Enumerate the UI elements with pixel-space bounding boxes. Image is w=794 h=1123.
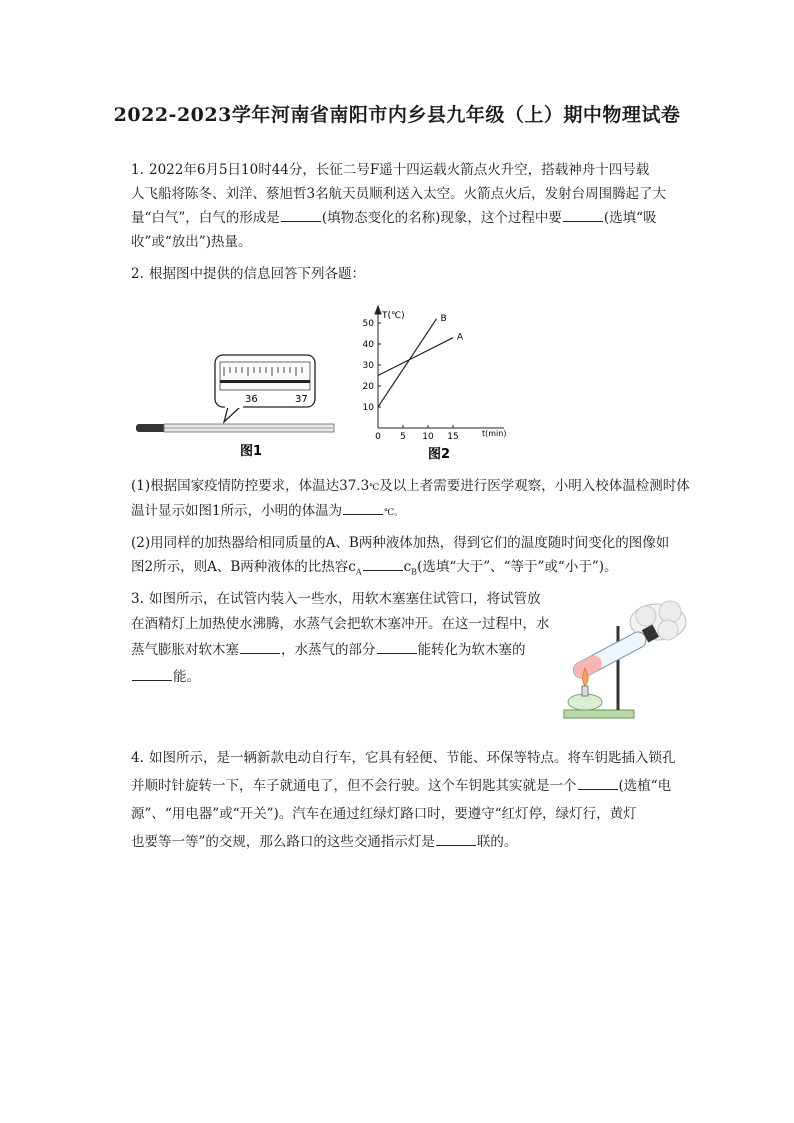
q2-p2-text-c: c	[403, 559, 412, 575]
q3-text-4: 能。	[173, 669, 200, 685]
q1-number: 1.	[131, 162, 144, 178]
q3-text-1: 如图所示，在试管内装入一些水，用软木塞塞住试管口，将试管放	[149, 591, 541, 607]
q1-blank-2[interactable]	[563, 208, 603, 222]
chart-xlabel: t(min)	[482, 429, 507, 438]
q4-line-3	[131, 804, 637, 824]
q2-p1-text-c: 温计显示如图1所示，小明的体温为	[131, 503, 343, 519]
y-tick-label: 40	[362, 340, 374, 350]
q3-text-2: 在酒精灯上加热使水沸腾，水蒸气会把软木塞冲开。在这一过程中，水	[131, 616, 550, 632]
q2-number: 2.	[131, 266, 144, 282]
q2-p1-text-d: ℃。	[384, 508, 404, 518]
q1-line-1	[131, 160, 649, 180]
q1-line-2	[131, 184, 666, 204]
q3-text-3a: 蒸气膨胀对软木塞	[131, 642, 239, 658]
q2-subscript-b: B	[411, 567, 418, 577]
x-tick-label: 15	[447, 432, 459, 442]
q3-line-3	[131, 640, 526, 660]
q3-text-3c: 能转化为软木塞的	[417, 642, 526, 658]
q4-text-3: 源”、“用电器”或“开关”)。汽车在通过红绿灯路口时，要遵守“红灯停，绿灯行，黄灯	[131, 806, 637, 822]
q1-text-4: 收”或“放出”)热量。	[131, 234, 252, 250]
q3-blank-1[interactable]	[240, 640, 280, 654]
q3-blank-2[interactable]	[377, 640, 417, 654]
thermometer-figure	[128, 350, 338, 465]
q2-p2-text-d: (选填“大于”、“等于”或“小于”)。	[417, 559, 618, 575]
q2-subscript-a: A	[355, 567, 362, 577]
q4-text-1: 如图所示，是一辆新款电动自行车，它具有轻便、节能、环保等特点。将车钥匙插入锁孔	[149, 750, 676, 766]
q2-part2-line-2	[131, 557, 618, 583]
q3-line-4	[131, 667, 200, 687]
q4-line-2	[131, 776, 671, 796]
q4-text-2b: (选植“电	[618, 778, 672, 794]
q2-intro: 根据图中提供的信息回答下列各题：	[149, 266, 365, 282]
page-title: 2022-2023学年河南省南阳市内乡县九年级（上）期中物理试卷	[113, 104, 681, 126]
figure-2-caption: 图2	[428, 447, 451, 460]
y-tick-label: 10	[362, 403, 374, 413]
q1-blank-1[interactable]	[281, 208, 321, 222]
q2-blank-1[interactable]	[343, 501, 383, 515]
q4-line-4	[131, 832, 517, 852]
q4-text-4b: 联的。	[476, 834, 518, 850]
q2-p1-value: 37.3	[339, 478, 370, 494]
series-label-a: A	[457, 332, 464, 343]
q4-text-2a: 并顺时针旋转一下，车子就通电了，但不会行驶。这个车钥匙其实就是一个	[131, 778, 577, 794]
q1-text-3c: (选填“吸	[603, 210, 657, 226]
q1-line-4	[131, 232, 251, 252]
q2-p2-text-a: (2)用同样的加热器给相同质量的A、B两种液体加热，得到它们的温度随时间变化的图像如	[131, 535, 670, 551]
q2-part1-line-2	[131, 501, 403, 523]
q1-line-3	[131, 208, 657, 228]
q2-p1-text-b: 及以上者需要进行医学观察，小明入校体温检测时体	[379, 478, 690, 494]
x-tick-label: 5	[400, 432, 406, 442]
series-label-b: B	[440, 313, 447, 324]
thermo-label-36: 36	[245, 394, 258, 405]
q3-blank-3[interactable]	[132, 667, 172, 681]
q2-p2-text-b: 图2所示，则A、B两种液体的比热容c	[131, 559, 356, 575]
q2-part2-line-1	[131, 533, 669, 553]
q4-line-1	[131, 748, 676, 768]
y-tick-label: 50	[362, 319, 374, 329]
y-tick-label: 20	[362, 382, 374, 392]
q2-p1-unit: ℃	[369, 483, 380, 493]
q4-text-4a: 也要等一等”的交规，那么路口的这些交通指示灯是	[131, 834, 435, 850]
q1-text-1: 2022年6月5日10时44分，长征二号F遥十四运载火箭点火升空，搭载神舟十四号载	[149, 162, 650, 178]
q1-text-3a: 量“白气”，白气的形成是	[131, 210, 280, 226]
q1-text-2: 人飞船将陈冬、刘洋、蔡旭哲3名航天员顺利送入太空。火箭点火后，发射台周围腾起了大	[131, 186, 667, 202]
q2-part1-line-1	[131, 476, 690, 498]
figure-1-caption: 图1	[240, 444, 263, 459]
q4-number: 4.	[131, 750, 144, 766]
q1-text-3b: (填物态变化的名称)现象，这个过程中要	[321, 210, 562, 226]
series-line-a	[378, 338, 453, 376]
thermo-label-37: 37	[295, 394, 308, 405]
chart-ylabel: T(℃)	[382, 311, 405, 321]
q2-p1-text-a: (1)根据国家疫情防控要求，体温达	[131, 478, 340, 494]
q3-line-2	[131, 614, 550, 634]
x-tick-label: 10	[422, 432, 434, 442]
temperature-chart	[356, 300, 518, 460]
q3-number: 3.	[131, 591, 144, 607]
q2-line-intro	[131, 264, 365, 284]
q3-line-1	[131, 589, 541, 609]
test-tube-apparatus-figure	[558, 598, 690, 724]
series-line-b	[378, 319, 437, 407]
q3-text-3b: ，水蒸气的部分	[281, 642, 376, 658]
q4-blank-1[interactable]	[578, 776, 618, 790]
x-tick-label: 0	[375, 432, 381, 442]
q4-blank-2[interactable]	[436, 832, 476, 846]
y-tick-label: 30	[362, 361, 374, 371]
q2-blank-2[interactable]	[363, 557, 403, 571]
